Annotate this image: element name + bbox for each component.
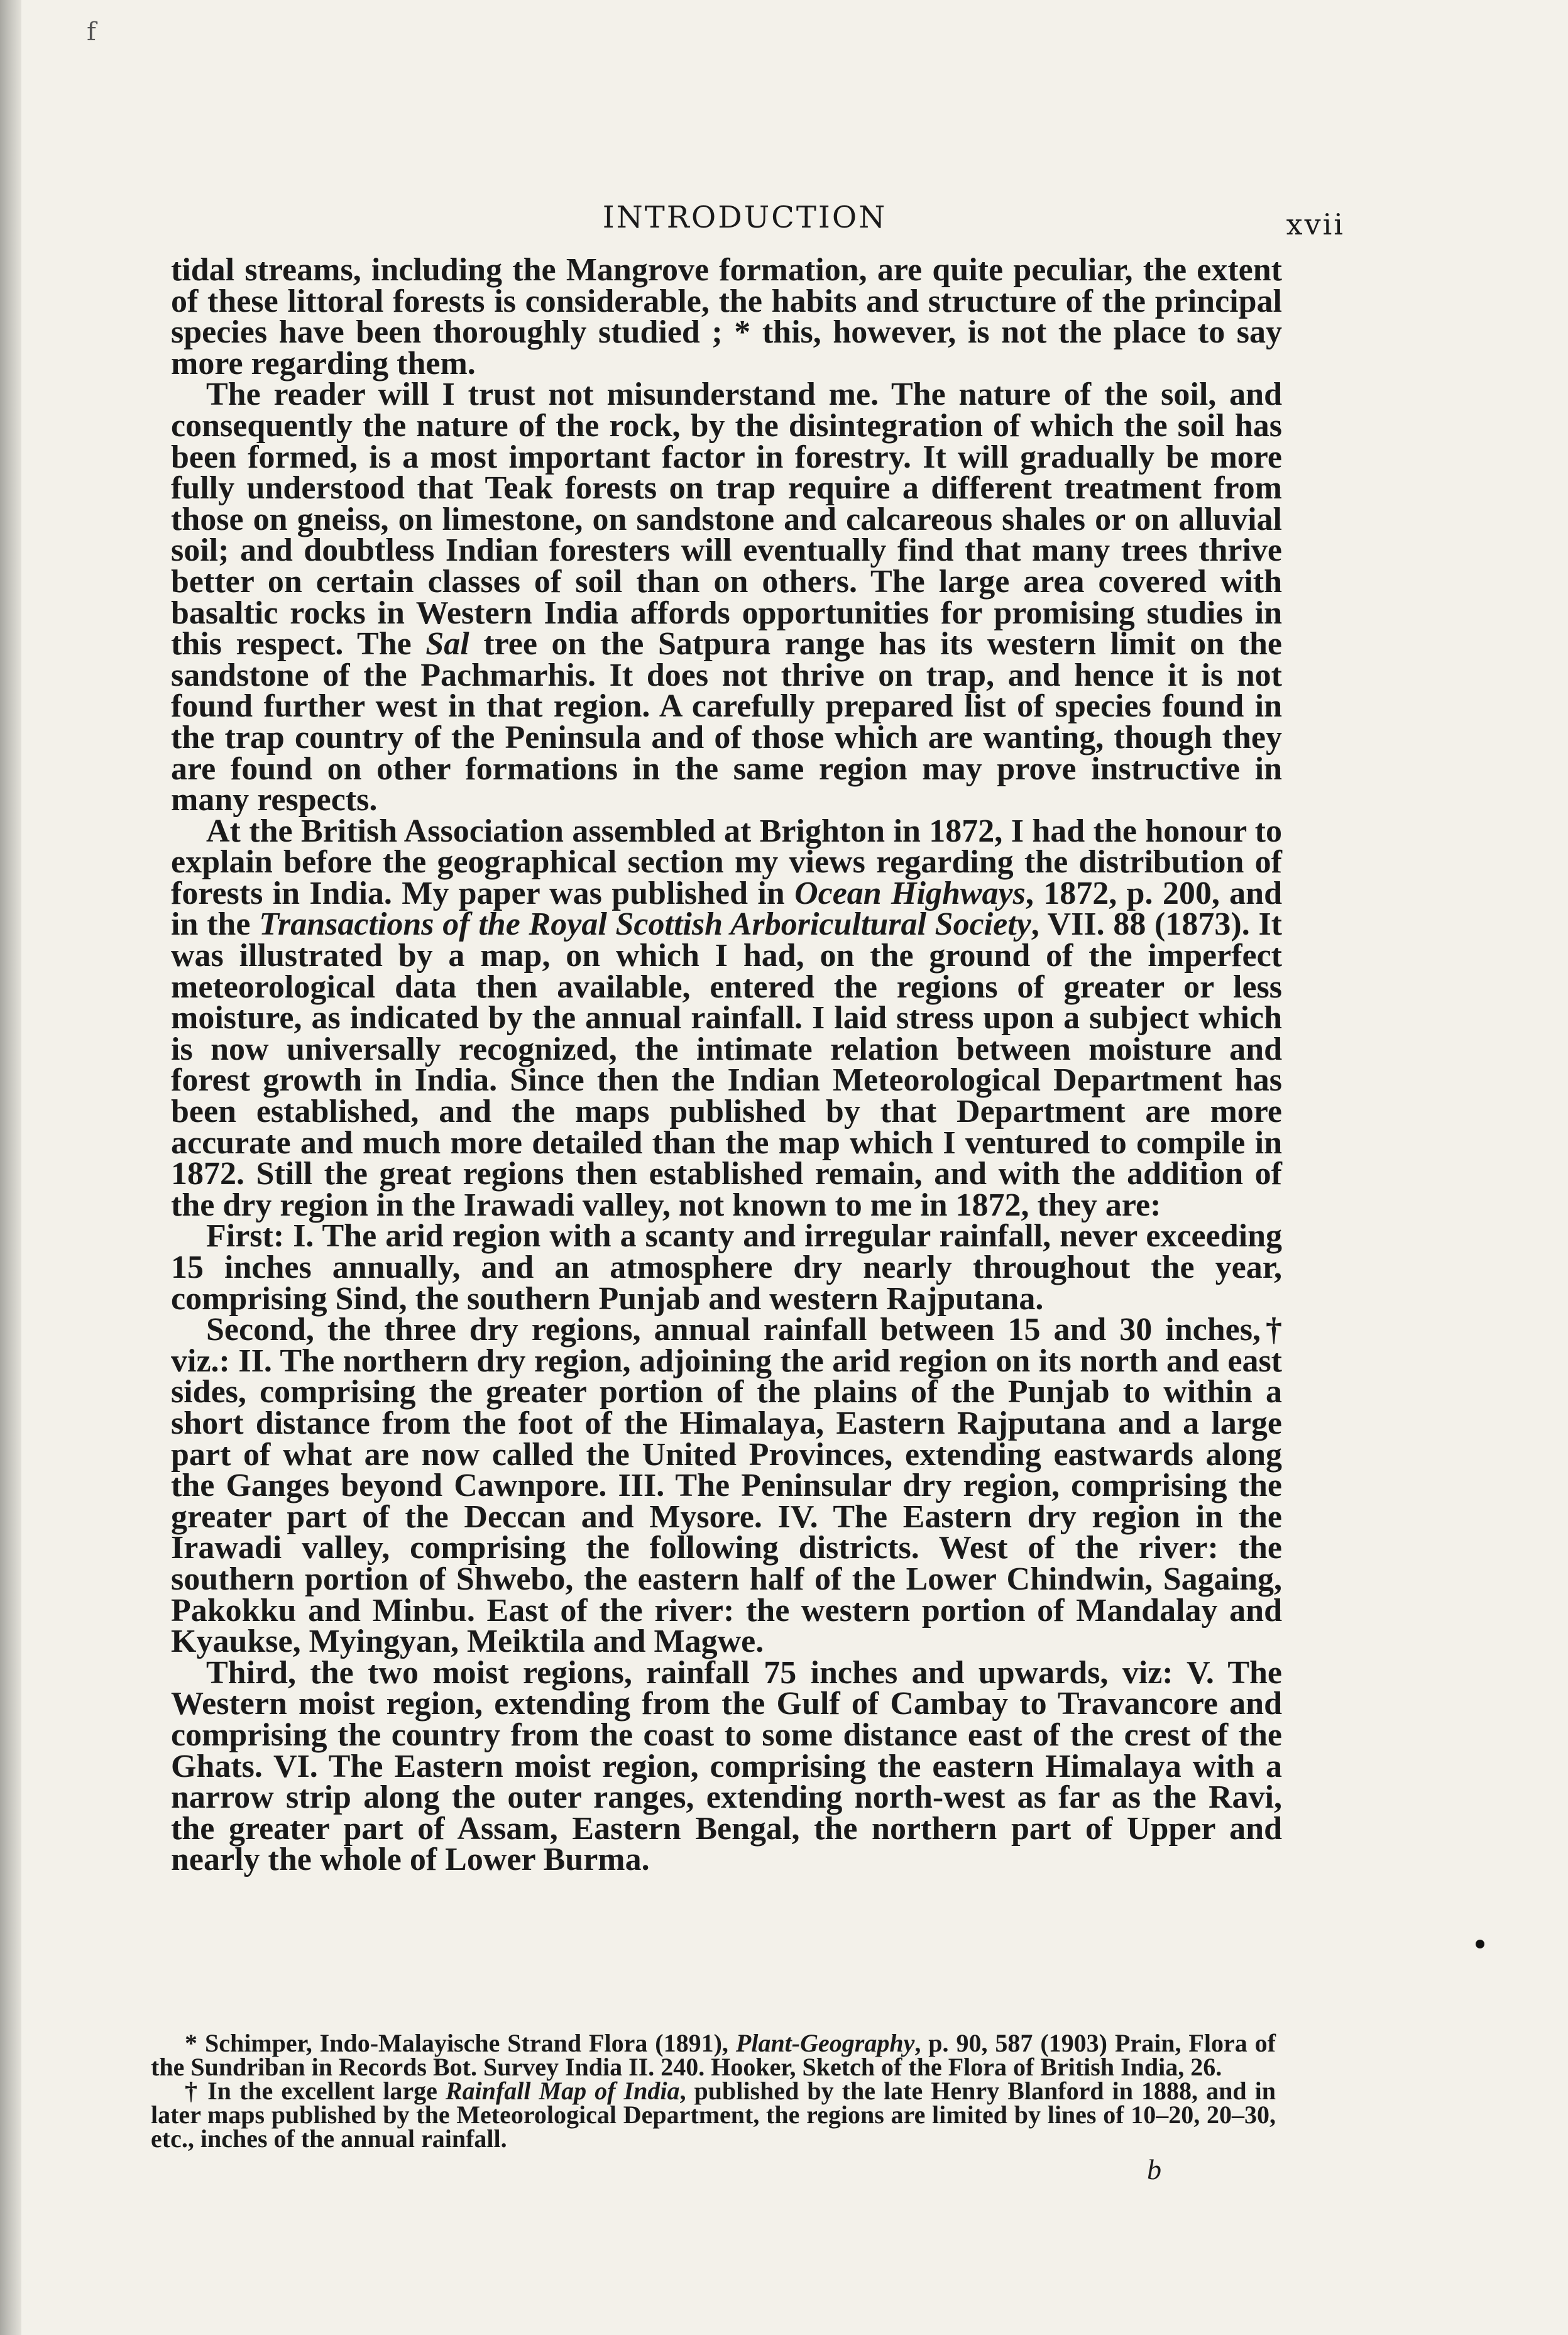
paragraph-3-b: , 1872, p. 200, and in the — [171, 875, 1283, 943]
page-number: xvii — [1286, 207, 1345, 241]
footnote-2-a: † In the excellent large — [185, 2077, 437, 2105]
body-text — [171, 252, 1283, 1878]
footnote-1-b: , p. 90, 587 (1903) Prain, Flora of the Sundriban in Records Bot. Survey India II. 240. Hooker, Sketch of the Flora of British India, 26. — [151, 2029, 1276, 2081]
footnote-2-b: , published by the late Henry Blanford in 1888, and in later maps published by the Meteorological Department, the regions are limited by lines of 10–20, 20–30, etc., inches of the annual rainfall. — [151, 2077, 1276, 2153]
binding-edge — [0, 0, 21, 2335]
paragraph-3-c: , VII. 88 (1873). It was illustrated by a map, on which I had, on the ground of the imperfect meteorological data then available, entered the regions of greater or less moisture, as indicated by the annual rainfall. I laid stress upon a subject which is now universally recognized, the intimate relation between moisture and forest growth in India. Since then the Indian Meteorological Department has been established, and the maps published by that Department are more accurate and much more detailed than the map which I ventured to compile in 1872. Still the great regions then established remain, and with the addition of the dry region in the Irawadi valley, not known to me in 1872, they are: — [171, 906, 1282, 1223]
paragraph-6: Third, the two moist regions, rainfall 75 inches and upwards, viz: V. The Western moist region, extending from the Gulf of Cambay to Travancore and comprising the country from the coast to some distance east of the crest of the Ghats. VI. The Eastern moist region, comprising the eastern Himalaya with a narrow strip along the outer ranges, extending north-west as far as the Ravi, the greater part of Assam, Eastern Bengal, the northern part of Upper and nearly the whole of Lower Burma. — [171, 1654, 1282, 1878]
plant-geography-italic: Plant-Geography — [735, 2029, 915, 2057]
footnote-2 — [151, 2079, 1276, 2151]
paragraph-2-rest: tree on the Satpura range has its western limit on the sandstone of the Pachmarhis. It does not thrive on trap, and hence it is not found further west in that region. A carefully prepared list of species found in the trap country of the Peninsula and of those which are wanting, though they are found on other formations in the same region may prove instructive in many respects. — [171, 626, 1283, 818]
paragraph-2-text: The reader will I trust not misunderstand me. The nature of the soil, and consequently the nature of the rock, by the disintegration of which the soil has been formed, is a most important factor in forestry. It will gradually be more fully understood that Teak forests on trap require a different treatment from those on gneiss, on limestone, on sandstone and calcareous shales or on alluvial soil; and doubtless Indian foresters will eventually find that many trees thrive better on certain classes of soil than on others. The large area covered with basaltic rocks in Western India affords opportunities for promising studies in this respect. The — [171, 376, 1282, 662]
page-header — [176, 200, 1345, 244]
transactions-italic: Transactions of the Royal Scottish Arboricultural Society — [259, 906, 1031, 943]
signature-mark: b — [1147, 2153, 1161, 2185]
footnotes — [151, 2031, 1276, 2151]
paragraph-3-a: At the British Association assembled at Brighton in 1872, I had the honour to explain before the geographical section my views regarding the distribution of forests in India. My paper was published in — [171, 813, 1282, 911]
paragraph-4: First: I. The arid region with a scanty and irregular rainfall, never exceeding 15 inches annually, and an atmosphere dry nearly throughout the year, comprising Sind, the southern Punjab and western Rajputana. — [171, 1218, 1282, 1317]
sal-italic: Sal — [425, 626, 469, 662]
ocean-highways-italic: Ocean Highways — [794, 875, 1026, 911]
running-head: INTRODUCTION — [602, 200, 887, 235]
paragraph-1: tidal streams, including the Mangrove formation, are quite peculiar, the extent of these littoral forests is considerable, the habits and structure of the principal species have been thoroughly studied ; * this, however, is not the place to say more regarding them. — [171, 252, 1282, 382]
footnote-1 — [151, 2031, 1276, 2079]
paragraph-3 — [171, 813, 1283, 1223]
paragraph-2 — [171, 376, 1283, 818]
corner-mark: f — [87, 18, 96, 47]
rainfall-map-italic: Rainfall Map of India — [445, 2077, 680, 2105]
paragraph-5: Second, the three dry regions, annual rainfall between 15 and 30 inches,† viz.: II. The northern dry region, adjoining the arid region on its north and east sides, comprising the greater portion of the plains of the Punjab to within a short distance from the foot of the Himalaya, Eastern Rajputana and a large part of what are now called the United Provinces, extending eastwards along the Ganges beyond Cawnpore. III. The Peninsular dry region, comprising the greater part of the Deccan and Mysore. IV. The Eastern dry region in the Irawadi valley, comprising the following districts. West of the river: the southern portion of Shwebo, the eastern half of the Lower Chindwin, Sagaing, Pakokku and Minbu. East of the river: the western portion of Mandalay and Kyaukse, Myingyan, Meiktila and Magwe. — [171, 1312, 1282, 1660]
footnote-1-a: * Schimper, Indo-Malayische Strand Flora (1891), — [185, 2029, 728, 2057]
ink-speck — [1476, 1940, 1484, 1948]
